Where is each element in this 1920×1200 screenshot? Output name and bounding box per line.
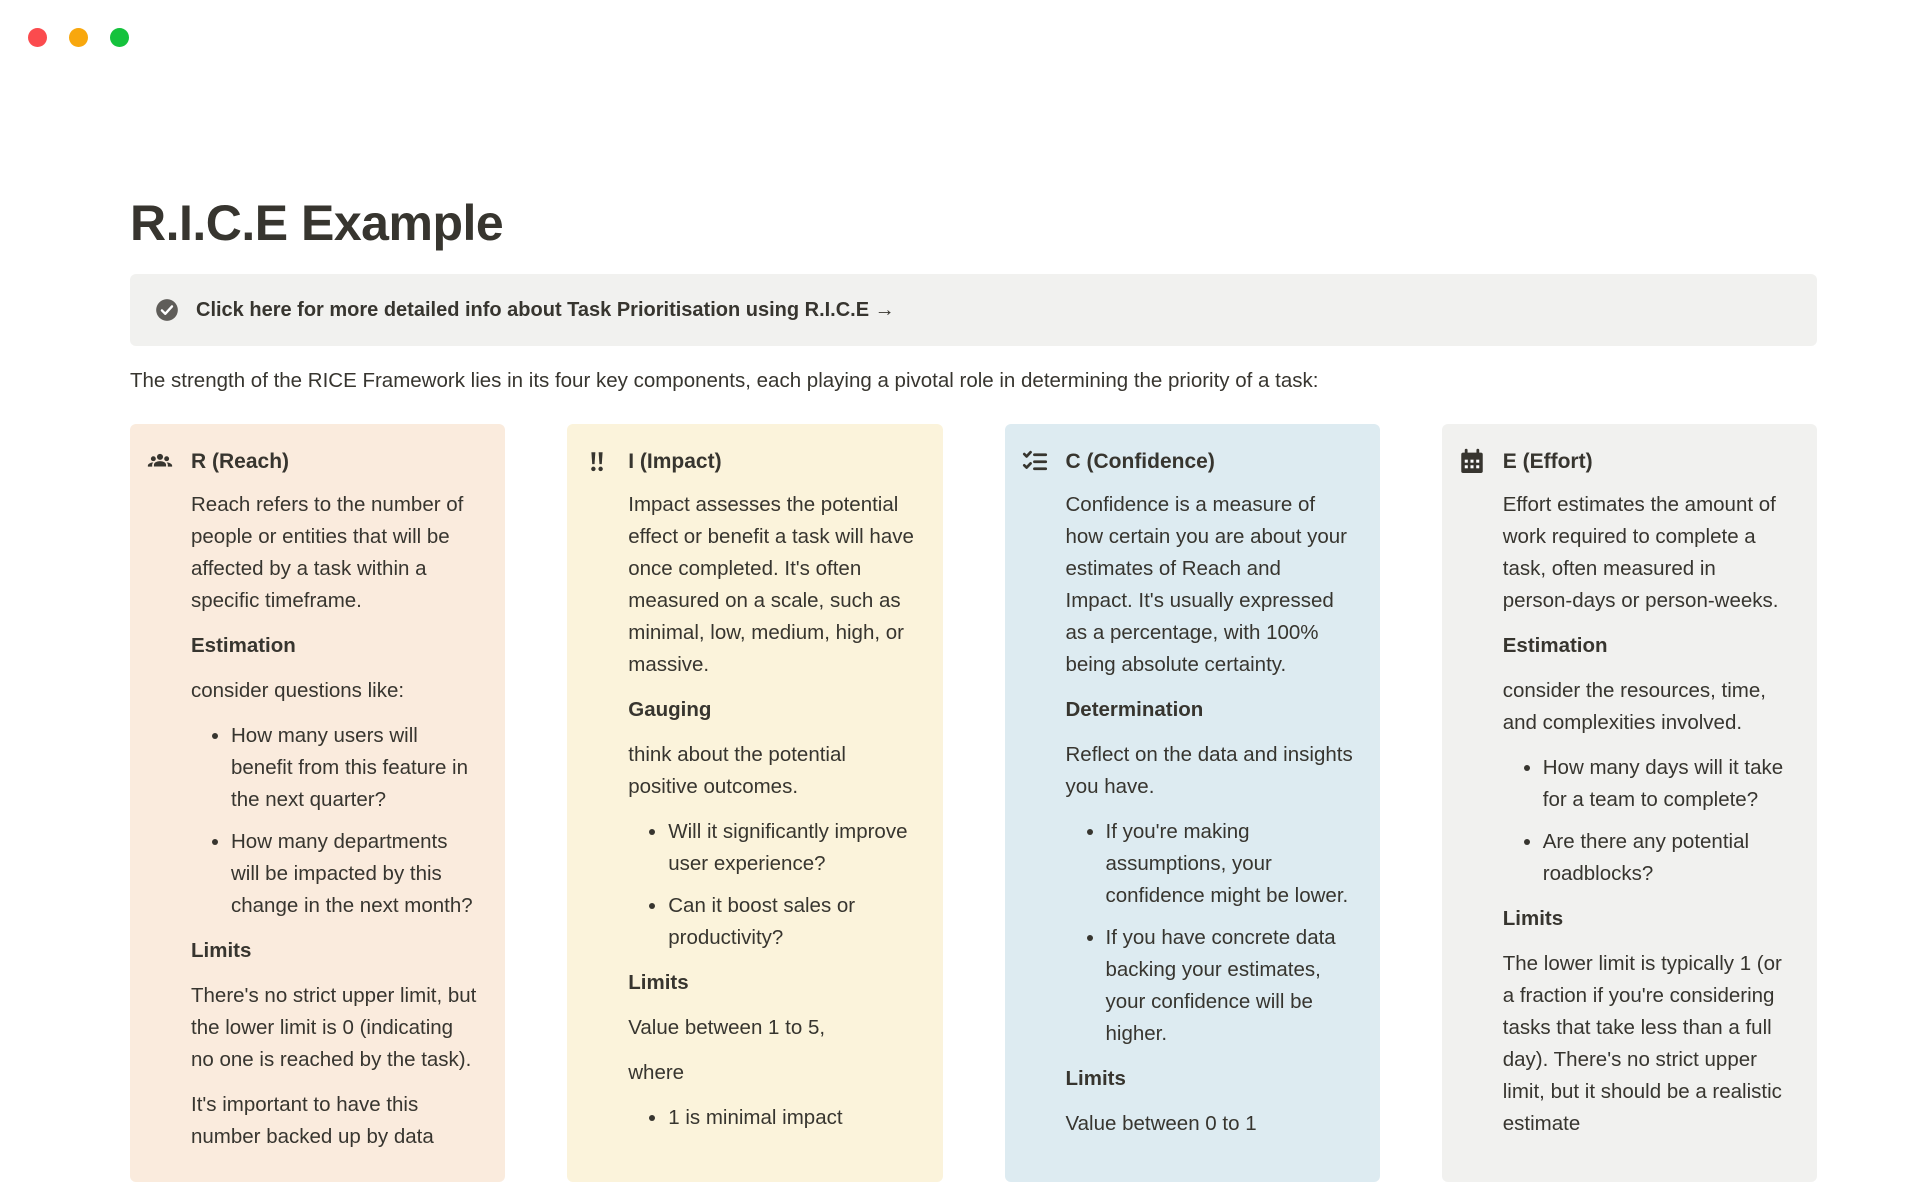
rice-cards — [130, 424, 1817, 1182]
card-title: R (Reach) — [191, 450, 290, 473]
callout-link[interactable] — [130, 274, 1817, 346]
page-title: R.I.C.E Example — [130, 195, 504, 251]
card-body — [1066, 489, 1354, 1140]
card-subheading: Limits — [1502, 907, 1564, 930]
rice-card-reach — [130, 424, 505, 1182]
card-title: C (Confidence) — [1065, 450, 1215, 473]
card-title: E (Effort) — [1502, 450, 1593, 473]
card-bullet-list — [628, 816, 916, 954]
card-subheading: Limits — [628, 971, 689, 994]
card-paragraph: consider the resources, time, and complexities involved. — [1502, 679, 1766, 734]
card-bullet-item: • Will it significantly improve user experience? — [668, 816, 916, 880]
card-subheading: Gauging — [628, 698, 712, 721]
checklist-icon — [1021, 448, 1049, 476]
minimize-button[interactable] — [69, 28, 88, 47]
people-icon — [146, 448, 174, 476]
card-header — [146, 448, 479, 476]
zoom-button[interactable] — [110, 28, 129, 47]
card-bullet-item: • 1 is minimal impact — [668, 1102, 916, 1134]
calendar-icon — [1458, 448, 1486, 476]
callout-text: Click here for more detailed info about Task Prioritisation using R.I.C.E → — [196, 298, 895, 321]
card-paragraph: Reach refers to the number of people or entities that will be affected by a task within a specific timeframe. — [191, 493, 464, 612]
rice-card-effort — [1442, 424, 1817, 1182]
card-paragraph: Effort estimates the amount of work required to complete a task, often measured in person-days or person-weeks. — [1502, 493, 1779, 612]
card-subheading: Limits — [191, 939, 252, 962]
card-title: I (Impact) — [628, 450, 722, 473]
card-body — [628, 489, 916, 1134]
card-paragraph: Value between 1 to 5, — [628, 1016, 826, 1039]
card-header — [583, 448, 916, 476]
card-bullet-item: • If you're making assumptions, your confidence might be lower. — [1106, 816, 1354, 912]
window-controls — [28, 28, 129, 47]
card-bullet-list — [628, 1102, 916, 1134]
card-paragraph: It's important to have this number backed up by data — [191, 1093, 434, 1148]
close-button[interactable] — [28, 28, 47, 47]
card-body — [1503, 489, 1791, 1140]
card-paragraph: Impact assesses the potential effect or benefit a task will have once completed. It's often measured on a scale, such as minimal, low, medium, high, or massive. — [628, 493, 914, 676]
card-paragraph: Confidence is a measure of how certain you are about your estimates of Reach and Impact. It's usually expressed as a percentage, with 100% being absolute certainty. — [1065, 493, 1347, 676]
card-paragraph: consider questions like: — [191, 679, 405, 702]
card-subheading: Estimation — [1502, 634, 1608, 657]
check-circle-icon — [154, 297, 180, 323]
card-paragraph: Reflect on the data and insights you have. — [1065, 743, 1353, 798]
card-bullet-list — [1503, 752, 1791, 890]
card-subheading: Estimation — [191, 634, 296, 657]
card-body — [191, 489, 479, 1153]
card-paragraph: where — [628, 1061, 685, 1084]
card-subheading: Limits — [1065, 1067, 1126, 1090]
double-exclamation-icon — [583, 448, 611, 476]
card-paragraph: Value between 0 to 1 — [1065, 1112, 1257, 1135]
card-header — [1021, 448, 1354, 476]
rice-card-impact — [567, 424, 942, 1182]
card-paragraph: The lower limit is typically 1 (or a fraction if you're considering tasks that take less than a full day). There's no strict upper limit, but it should be a realistic estimate — [1502, 952, 1782, 1135]
card-header — [1458, 448, 1791, 476]
page-content — [130, 0, 1817, 1182]
rice-card-confidence — [1005, 424, 1380, 1182]
card-subheading: Determination — [1065, 698, 1204, 721]
card-bullet-item: • If you have concrete data backing your estimates, your confidence will be higher. — [1106, 922, 1354, 1050]
card-bullet-item: • Are there any potential roadblocks? — [1543, 826, 1791, 890]
intro-paragraph: The strength of the RICE Framework lies in its four key components, each playing a pivotal role in determining the priority of a task: — [130, 369, 1319, 392]
card-bullet-item: • How many days will it take for a team to complete? — [1543, 752, 1791, 816]
card-bullet-item: • How many departments will be impacted by this change in the next month? — [231, 826, 479, 922]
card-paragraph: think about the potential positive outcomes. — [628, 743, 846, 798]
card-bullet-item: • How many users will benefit from this feature in the next quarter? — [231, 720, 479, 816]
card-paragraph: There's no strict upper limit, but the lower limit is 0 (indicating no one is reached by the task). — [191, 984, 477, 1071]
card-bullet-list — [1066, 816, 1354, 1050]
card-bullet-list — [191, 720, 479, 922]
card-bullet-item: • Can it boost sales or productivity? — [668, 890, 916, 954]
